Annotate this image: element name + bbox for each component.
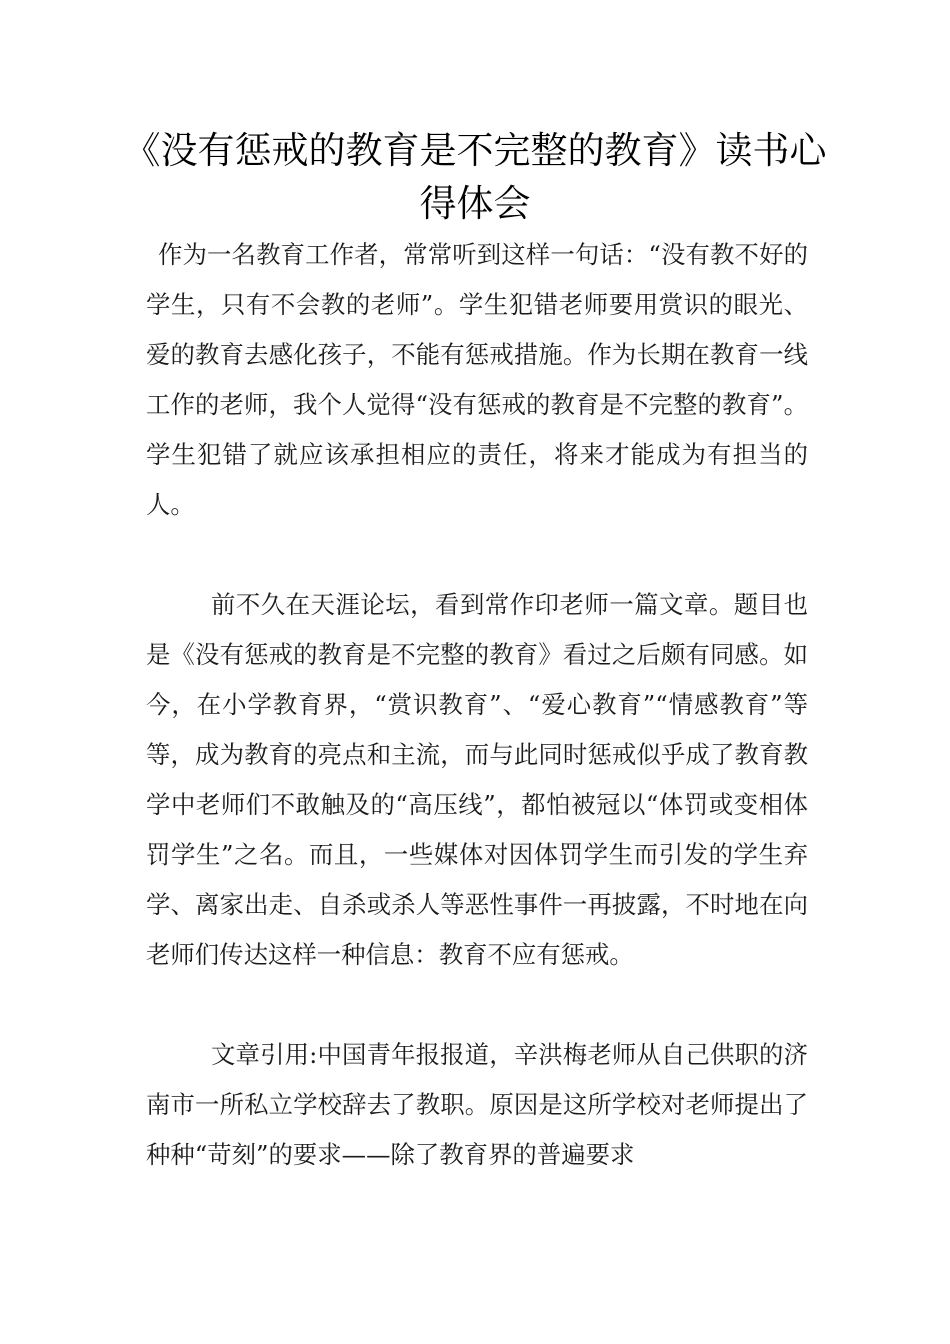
- paragraph-gap: [146, 980, 808, 1030]
- paragraph-1: 作为一名教育工作者，常常听到这样一句话：“没有教不好的学生，只有不会教的老师”。学生犯错老师要用赏识的眼光、爱的教育去感化孩子，不能有惩戒措施。作为长期在教育一线工作的老师，我个人觉得“没有惩戒的教育是不完整的教育”。学生犯错了就应该承担相应的责任，将来才能成为有担当的人。: [146, 240, 808, 519]
- paragraph-gap: [146, 530, 808, 580]
- document-body: [146, 230, 808, 1180]
- paragraph-3: 文章引用:中国青年报报道，辛洪梅老师从自己供职的济南市一所私立学校辞去了教职。原因是这所学校对老师提出了种种“苛刻”的要求——除了教育界的普遍要求: [146, 1040, 808, 1169]
- paragraph-2: 前不久在天涯论坛，看到常作印老师一篇文章。题目也是《没有惩戒的教育是不完整的教育》看过之后颇有同感。如今，在小学教育界，“赏识教育”、“爱心教育”“情感教育”等等，成为教育的亮点和主流，而与此同时惩戒似乎成了教育教学中老师们不敢触及的“高压线”，都怕被冠以“体罚或变相体罚学生”之名。而且，一些媒体对因体罚学生而引发的学生弃学、离家出走、自杀或杀人等恶性事件一再披露，不时地在向老师们传达这样一种信息：教育不应有惩戒。: [146, 590, 808, 969]
- document-title: 《没有惩戒的教育是不完整的教育》读书心得体会: [123, 129, 827, 225]
